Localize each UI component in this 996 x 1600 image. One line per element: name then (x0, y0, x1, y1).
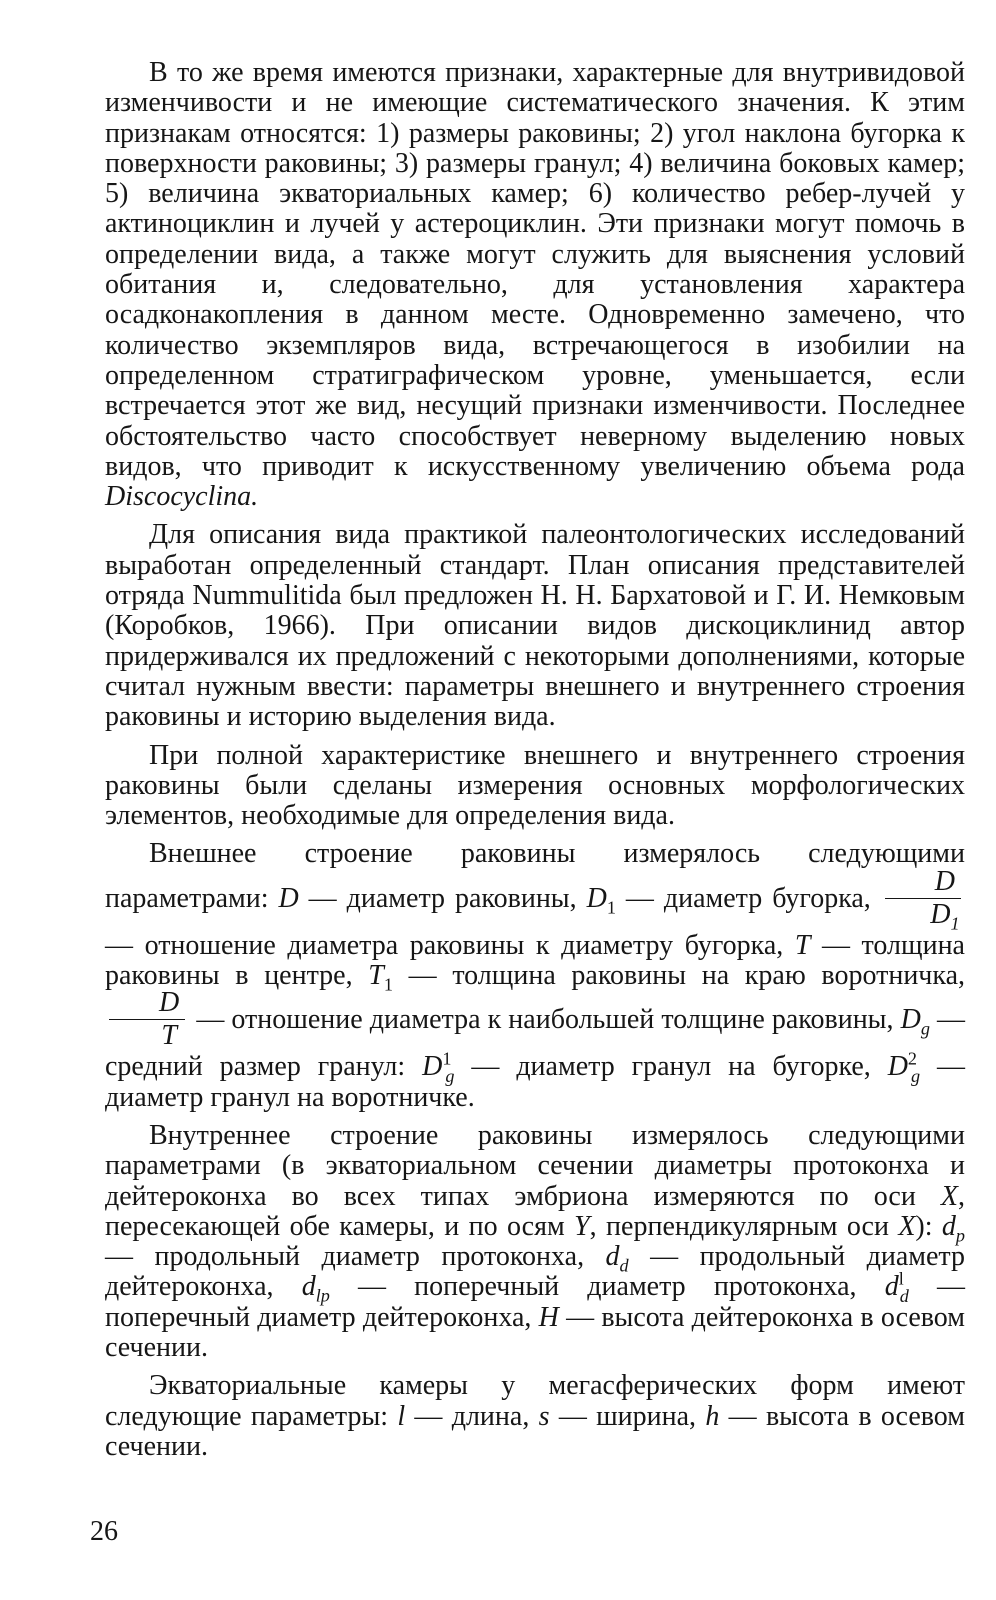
genus-name: Discocyclina. (105, 481, 259, 513)
fraction-d-over-d1: $\frac{D}{D_1}$ (885, 868, 961, 929)
page-number: 26 (90, 1516, 118, 1547)
paragraph-internal-structure: Внутреннее строение раковины измерялось следующими параметрами (в экваториальном сечении диаметры протоконха и дейтероконха во всех типах эмбриона измеряются по оси X, пересекающей обе камеры, и по осям Y, перпендикулярным оси X): $d_p$ — продольный диаметр протоконха, $d_d$ — продольный диаметр дейтероконха, $d_{lp}$ — поперечный диаметр протоконха, $d^l_d$ — поперечный диаметр дейтероконха, H — высота дейтероконха в осевом сечении. (105, 1119, 966, 1363)
paragraph-measurements: При полной характеристике внешнего и внутреннего строения раковины были сделаны измерения основных морфологических элементов, необходимые для определения вида. (105, 739, 965, 832)
body-text (105, 58, 965, 1470)
paragraph-external-structure: Внешнее строение раковины измерялось следующими параметрами: D — диаметр раковины, $D_1$ — диаметр бугорка, $\frac{D}{D_1}$ — отношение диаметра раковины к диаметру бугорка, T — толщина раковины в центре, $T_1$ — толщина раковины на краю воротничка, $\frac{D}{T}$ — отношение диаметра к наибольшей толщине раковины, $D_g$ — средний размер гранул: $D^1_g$ — диаметр гранул на бугорке, $D^2_g$ — диаметр гранул на воротничке. (105, 838, 966, 1113)
fraction-d-over-t: $\frac{D}{T}$ (109, 989, 185, 1050)
paragraph-variability: В то же время имеются признаки, характерные для внутривидовой изменчивости и не имеющие систематического значения. К этим признакам относятся: 1) размеры раковины; 2) угол наклона бугорка к поверхности раковины; 3) размеры гранул; 4) величина боковых камер; 5) величина экваториальных камер; 6) количество ребер-лучей у актиноциклин и лучей у астероциклин. Эти признаки могут помочь в определении вида, а также могут служить для выяснения условий обитания и, следовательно, для установления характера осадконакопления в данном месте. Одновременно замечено, что количество экземпляров вида, встречающегося в изобилии на определенном стратиграфическом уровне, уменьшается, если встречается этот же вид, несущий признаки изменчивости. Последнее обстоятельство часто способствует неверному выделению новых видов, что приводит к искусственному увеличению объема рода Discocyclina. (105, 57, 965, 513)
paragraph-equatorial-chambers: Экваториальные камеры у мегасферических форм имеют следующие параметры: l — длина, s — ширина, h — высота в осевом сечении. (105, 1370, 965, 1462)
paragraph-standard: Для описания вида практикой палеонтологических исследований выработан определенный стандарт. План описания представителей отряда Nummulitida был предложен Н. Н. Бархатовой и Г. И. Немковым (Коробков, 1966). При описании видов дискоциклинид автор придерживался их предложений с некоторыми дополнениями, которые считал нужным ввести: параметры внешнего и внутреннего строения раковины и историю выделения вида. (105, 519, 965, 733)
